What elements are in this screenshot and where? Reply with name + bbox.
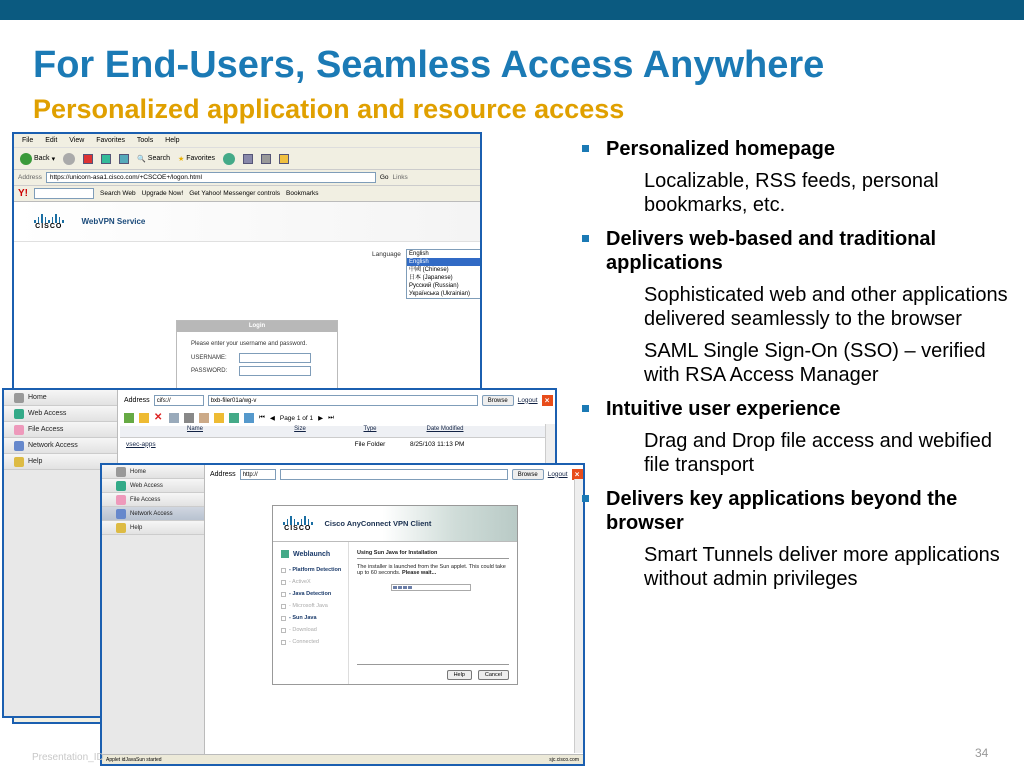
menu-edit[interactable]: Edit <box>45 137 58 144</box>
file-date: 8/25/103 11:13 PM <box>410 440 465 448</box>
prev-page-icon[interactable]: ◀ <box>269 415 275 422</box>
progress-bar <box>391 584 471 591</box>
sub-bullet: Smart Tunnels deliver more applications without admin privileges <box>644 544 1000 590</box>
status-bar <box>102 754 583 764</box>
refresh-icon[interactable] <box>101 154 111 164</box>
close-icon[interactable]: × <box>542 395 553 406</box>
back-button[interactable]: Back ▾ <box>20 153 55 165</box>
webvpn-service-title: WebVPN Service <box>81 217 146 226</box>
login-title: Login <box>177 321 337 332</box>
step-microsoft-java: - Microsoft Java <box>281 603 348 609</box>
sidebar-item-file-access[interactable]: File Access <box>102 493 204 507</box>
weblaunch-heading: Weblaunch <box>281 550 348 558</box>
go-button[interactable]: Go <box>379 174 389 181</box>
step-activex: - ActiveX <box>281 579 348 585</box>
favorite-icon[interactable] <box>139 413 149 423</box>
sidebar-item-home[interactable]: Home <box>102 465 204 479</box>
download-icon[interactable] <box>244 413 254 423</box>
menu-view[interactable]: View <box>69 137 85 144</box>
webvpn-header <box>14 202 480 242</box>
media-icon[interactable] <box>223 153 235 165</box>
protocol-select[interactable]: cifs:// <box>154 395 204 406</box>
paste-icon[interactable] <box>199 413 209 423</box>
slide-subtitle: Personalized application and resource access <box>33 94 625 124</box>
search-button[interactable]: 🔍 Search <box>137 155 170 163</box>
copy-icon[interactable] <box>169 413 179 423</box>
address-label: Address <box>18 174 42 181</box>
anyconnect-address-bar <box>206 465 583 483</box>
menu-favorites[interactable]: Favorites <box>96 137 126 144</box>
home-icon <box>116 467 126 477</box>
weblaunch-icon <box>281 550 289 558</box>
yahoo-toolbar <box>14 186 480 202</box>
sub-bullet: Sophisticated web and other applications delivered seamlessly to the browser <box>644 284 1008 330</box>
anyconnect-title: Cisco AnyConnect VPN Client <box>324 519 432 528</box>
username-field[interactable] <box>239 353 311 363</box>
step-platform-detection: - Platform Detection <box>281 567 348 573</box>
checkbox-icon <box>281 604 286 609</box>
yahoo-search-web-button[interactable]: Search Web <box>100 190 136 197</box>
search-icon: 🔍 <box>137 155 146 163</box>
address-bar <box>14 170 480 186</box>
portal-sidebar <box>102 465 205 764</box>
step-download: - Download <box>281 627 348 633</box>
cisco-logo: CISCO <box>283 516 313 532</box>
sidebar-item-web-access[interactable]: Web Access <box>4 406 117 422</box>
checkbox-icon <box>281 568 286 573</box>
menu-help[interactable]: Help <box>165 137 180 144</box>
cancel-button[interactable]: Cancel <box>478 670 509 680</box>
nav-toolbar <box>14 148 480 170</box>
sub-bullet: SAML Single Sign-On (SSO) – verified with RSA Access Manager <box>644 340 986 386</box>
password-label: PASSWORD: <box>191 368 228 374</box>
yahoo-logo-icon[interactable]: Y! <box>18 188 28 199</box>
file-toolbar <box>120 410 555 426</box>
login-prompt: Please enter your username and password. <box>191 341 308 347</box>
next-page-icon[interactable]: ▶ <box>318 415 324 422</box>
star-icon: ★ <box>177 155 185 163</box>
help-button[interactable]: Help <box>447 670 472 680</box>
menu-bar <box>14 134 480 148</box>
username-label: USERNAME: <box>191 355 227 361</box>
globe-icon <box>14 409 24 419</box>
address-input[interactable]: https://unicorn-asa1.cisco.com/+CSCOE+/logon.html <box>46 172 376 183</box>
step-sun-java: - Sun Java <box>281 615 348 621</box>
forward-icon[interactable] <box>63 153 75 165</box>
column-type[interactable]: Type <box>363 426 377 432</box>
top-banner <box>0 0 1024 20</box>
install-wait: Please wait... <box>401 570 437 576</box>
print-icon[interactable] <box>261 154 271 164</box>
table-row[interactable] <box>120 438 555 450</box>
delete-icon[interactable]: ✕ <box>154 412 163 423</box>
protocol-select[interactable]: http:// <box>240 469 276 480</box>
yahoo-bookmarks-button[interactable]: Bookmarks <box>286 190 319 197</box>
sidebar-item-network-access[interactable]: Network Access <box>102 507 204 521</box>
page-indicator: Page 1 of 1 <box>279 414 314 422</box>
checkbox-icon <box>281 592 286 597</box>
stop-icon[interactable] <box>83 154 93 164</box>
cut-icon[interactable] <box>184 413 194 423</box>
bullet-item: Delivers key applications beyond the browser <box>580 487 1016 535</box>
network-icon <box>116 509 126 519</box>
anyconnect-window <box>100 463 585 766</box>
upload-icon[interactable] <box>229 413 239 423</box>
menu-file[interactable]: File <box>22 137 34 144</box>
yahoo-upgrade-button[interactable]: Upgrade Now! <box>141 190 184 197</box>
dialog-buttons <box>357 664 509 680</box>
file-address-bar <box>120 390 555 410</box>
bullet-item: Intuitive user experience <box>580 397 1016 421</box>
browse-button[interactable]: Browse <box>482 395 514 406</box>
sidebar-item-help[interactable]: Help <box>102 521 204 535</box>
anyconnect-dialog <box>272 505 518 685</box>
new-folder-icon[interactable] <box>214 413 224 423</box>
install-heading: Using Sun Java for Installation <box>357 550 509 559</box>
language-option[interactable]: 中國 (Chinese) <box>409 267 449 273</box>
password-field[interactable] <box>239 366 311 376</box>
language-option[interactable]: Русский (Russian) <box>409 283 459 289</box>
home-icon <box>14 393 24 403</box>
file-type: File Folder <box>354 440 386 448</box>
column-date[interactable]: Date Modified <box>426 426 464 432</box>
first-page-icon[interactable]: ⏮ <box>259 414 265 421</box>
yahoo-search-input[interactable] <box>34 188 94 199</box>
back-arrow-icon <box>20 153 32 165</box>
sub-bullet: Drag and Drop file access and webified file transport <box>644 430 992 476</box>
last-page-icon[interactable]: ⏭ <box>328 414 334 421</box>
sidebar-item-help[interactable]: Help <box>4 454 117 470</box>
network-icon <box>14 441 24 451</box>
favorites-button[interactable]: ★ Favorites <box>177 155 216 163</box>
language-label: Language <box>372 251 401 258</box>
checkbox-icon <box>281 616 286 621</box>
anyconnect-main <box>206 465 583 764</box>
url-input[interactable] <box>280 469 508 480</box>
sidebar-item-file-access[interactable]: File Access <box>4 422 117 438</box>
language-option[interactable]: English <box>407 258 481 266</box>
install-text: The installer is launched from the Sun applet. This could take up to 60 seconds. <box>357 564 506 576</box>
up-folder-icon[interactable] <box>124 413 134 423</box>
yahoo-messenger-button[interactable]: Get Yahoo! Messenger controls <box>189 190 281 197</box>
home-icon[interactable] <box>119 154 129 164</box>
bullet-square-icon <box>582 495 589 502</box>
folder-icon[interactable] <box>279 154 289 164</box>
bullet-square-icon <box>582 145 589 152</box>
column-name[interactable]: Name <box>186 426 203 432</box>
slide-title: For End-Users, Seamless Access Anywhere <box>33 44 825 86</box>
bullet-item: Personalized homepage <box>580 137 1016 161</box>
checkbox-icon <box>281 628 286 633</box>
sidebar-item-web-access[interactable]: Web Access <box>102 479 204 493</box>
help-icon <box>14 457 24 467</box>
sidebar-item-network-access[interactable]: Network Access <box>4 438 117 454</box>
language-option[interactable]: Українська (Ukrainian) <box>409 291 471 297</box>
column-size[interactable]: Size <box>294 426 306 432</box>
anyconnect-header <box>273 506 517 542</box>
sidebar-item-home[interactable]: Home <box>4 390 117 406</box>
path-input[interactable]: bxb-filer01a/wg-v <box>208 395 478 406</box>
sub-bullet: Localizable, RSS feeds, personal bookmarks, etc. <box>644 170 939 216</box>
mail-icon[interactable] <box>243 154 253 164</box>
step-connected: - Connected <box>281 639 348 645</box>
status-left: Applet idJavaSun started <box>106 757 162 763</box>
logout-link[interactable]: Logout <box>547 470 568 478</box>
menu-tools[interactable]: Tools <box>136 137 154 144</box>
weblaunch-steps <box>273 542 349 684</box>
cisco-logo: CISCO <box>34 214 64 230</box>
checkbox-icon <box>281 640 286 645</box>
logout-link[interactable]: Logout <box>517 396 538 404</box>
status-right: sjc.cisco.com <box>549 757 579 763</box>
file-table-header <box>120 426 555 438</box>
language-select[interactable] <box>406 249 482 299</box>
folder-icon <box>116 495 126 505</box>
language-current[interactable]: English <box>409 251 429 257</box>
bullet-square-icon <box>582 235 589 242</box>
bullet-square-icon <box>582 405 589 412</box>
language-option[interactable]: 日本 (Japanese) <box>409 275 453 281</box>
footer-text: Presentation_ID <box>32 752 104 763</box>
address-label: Address <box>210 470 236 478</box>
bullet-item: Delivers web-based and traditional applications <box>580 227 1016 275</box>
address-label: Address <box>124 396 150 404</box>
bullet-list <box>580 137 1016 601</box>
checkbox-icon <box>281 580 286 585</box>
links-label[interactable]: Links <box>392 174 408 181</box>
step-java-detection: - Java Detection <box>281 591 348 597</box>
browse-button[interactable]: Browse <box>512 469 544 480</box>
help-icon <box>116 523 126 533</box>
close-icon[interactable]: × <box>572 469 583 480</box>
globe-icon <box>116 481 126 491</box>
install-panel <box>357 550 509 591</box>
page-number: 34 <box>975 746 989 760</box>
folder-icon <box>14 425 24 435</box>
file-name[interactable]: vsec-apps <box>126 440 156 448</box>
